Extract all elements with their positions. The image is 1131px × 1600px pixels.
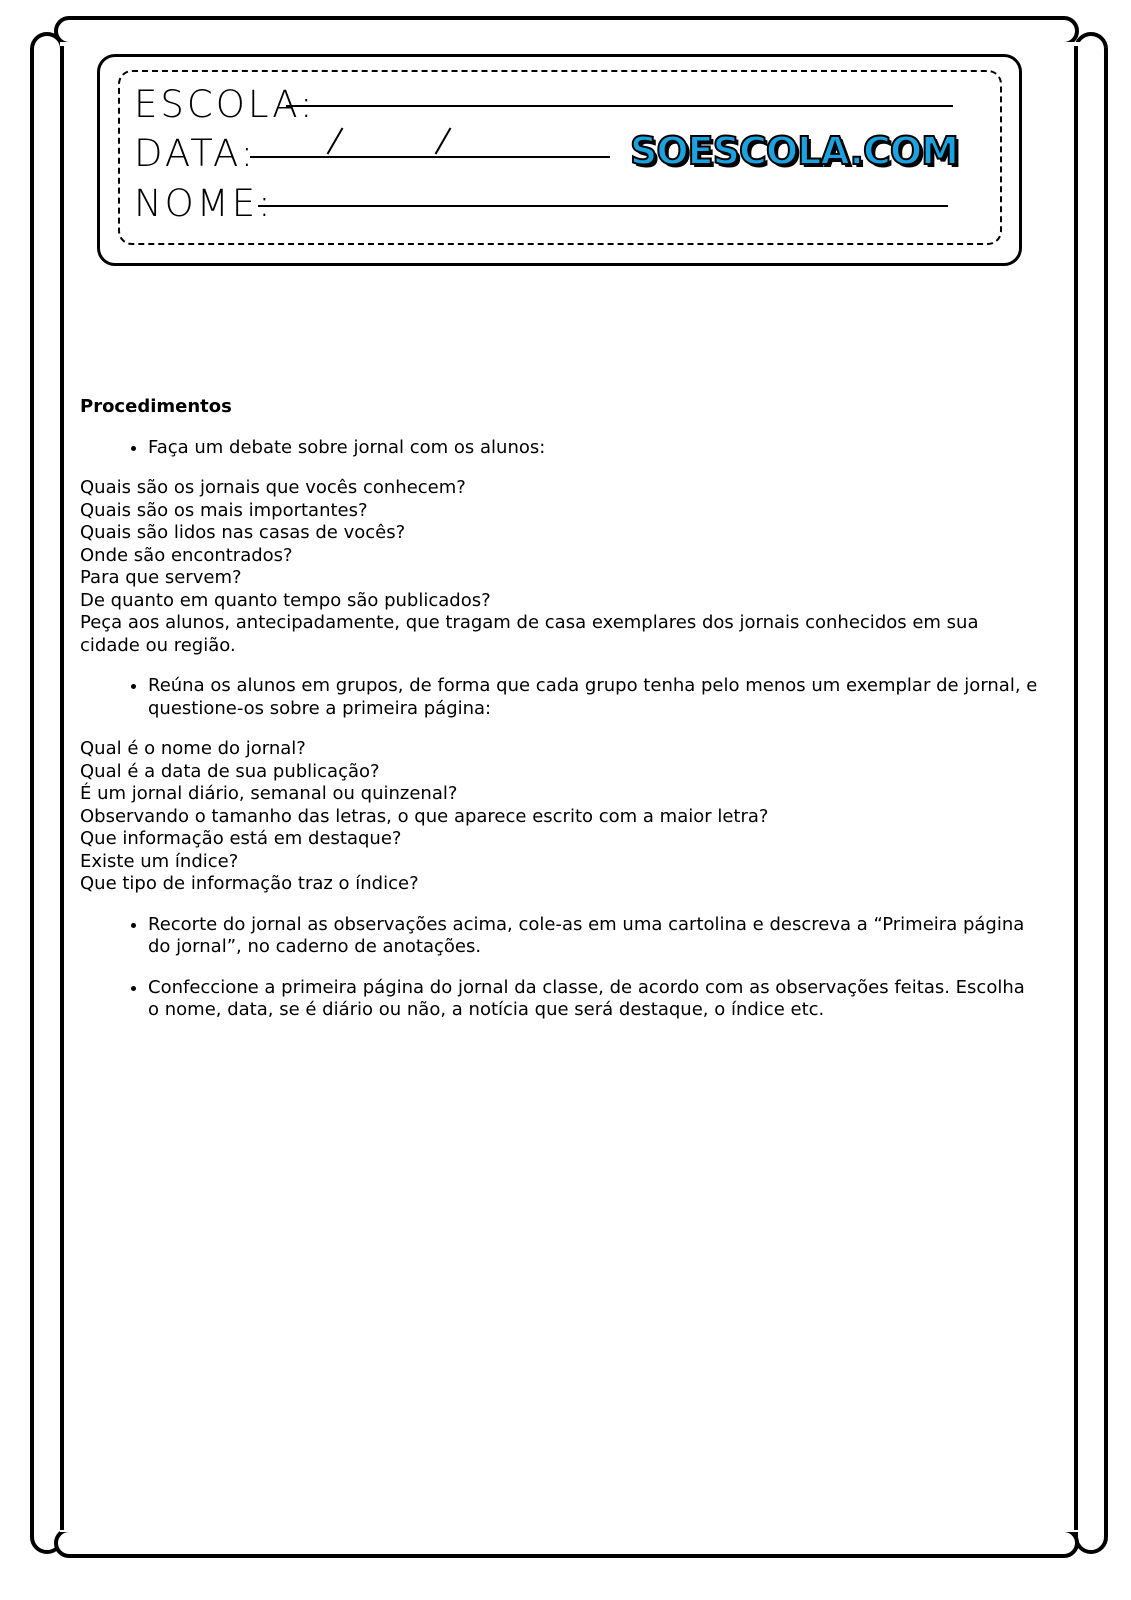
questions-block-2	[80, 738, 1040, 896]
question-line: Para que servem?	[80, 567, 242, 588]
question-line: Qual é a data de sua publicação?	[80, 760, 380, 782]
question-line: Que informação está em destaque?	[80, 828, 402, 849]
escola-label: ESCOLA:	[134, 83, 316, 126]
bullet-list-4	[80, 977, 1040, 1022]
bullet-list-2	[80, 675, 1040, 720]
data-label: DATA:	[134, 132, 257, 175]
page-frame-bottom	[54, 1528, 1079, 1558]
bullet-item: • Confeccione a primeira página do jornal da classe, de acordo com as observações feitas. Escolha o nome, data, se é diário ou não, a notícia que será destaque, o índice etc.	[148, 977, 1040, 1022]
bullet-item: • Recorte do jornal as observações acima, cole-as em uma cartolina e descreva a “Primeira página do jornal”, no caderno de anotações.	[148, 914, 1040, 959]
question-line: Quais são lidos nas casas de vocês?	[80, 522, 406, 543]
page-frame-inner-left	[60, 46, 64, 1530]
escola-line	[286, 105, 953, 107]
question-line: Onde são encontrados?	[80, 544, 293, 566]
page-frame-left	[30, 32, 64, 1554]
question-line: Observando o tamanho das letras, o que aparece escrito com a maior letra?	[80, 805, 769, 827]
question-line: Quais são os mais importantes?	[80, 499, 368, 521]
nome-label: NOME:	[134, 182, 274, 225]
question-line: Que tipo de informação traz o índice?	[80, 873, 419, 894]
bullet-list-3	[80, 914, 1040, 959]
question-line: É um jornal diário, semanal ou quinzenal?	[80, 783, 458, 804]
question-line: Quais são os jornais que vocês conhecem?	[80, 477, 466, 498]
question-line: De quanto em quanto tempo são publicados?	[80, 589, 491, 611]
soescola-logo: SOESCOLA.COM	[630, 129, 958, 173]
nome-line	[258, 205, 948, 207]
questions-block-1	[80, 477, 1040, 657]
bullet-list-1	[80, 437, 1040, 460]
data-line	[250, 156, 610, 158]
bullet-item: • Reúna os alunos em grupos, de forma que cada grupo tenha pelo menos um exemplar de jornal, e questione-os sobre a primeira página:	[148, 675, 1040, 720]
bullet-item: • Faça um debate sobre jornal com os alunos:	[148, 437, 1040, 460]
question-line: Qual é o nome do jornal?	[80, 738, 306, 759]
content-body	[80, 396, 1040, 1040]
page-frame-inner-right	[1074, 46, 1078, 1530]
question-line: Existe um índice?	[80, 850, 239, 872]
section-title: Procedimentos	[80, 396, 232, 417]
instruction-line: Peça aos alunos, antecipadamente, que tragam de casa exemplares dos jornais conhecidos em sua cidade ou região.	[80, 612, 979, 656]
